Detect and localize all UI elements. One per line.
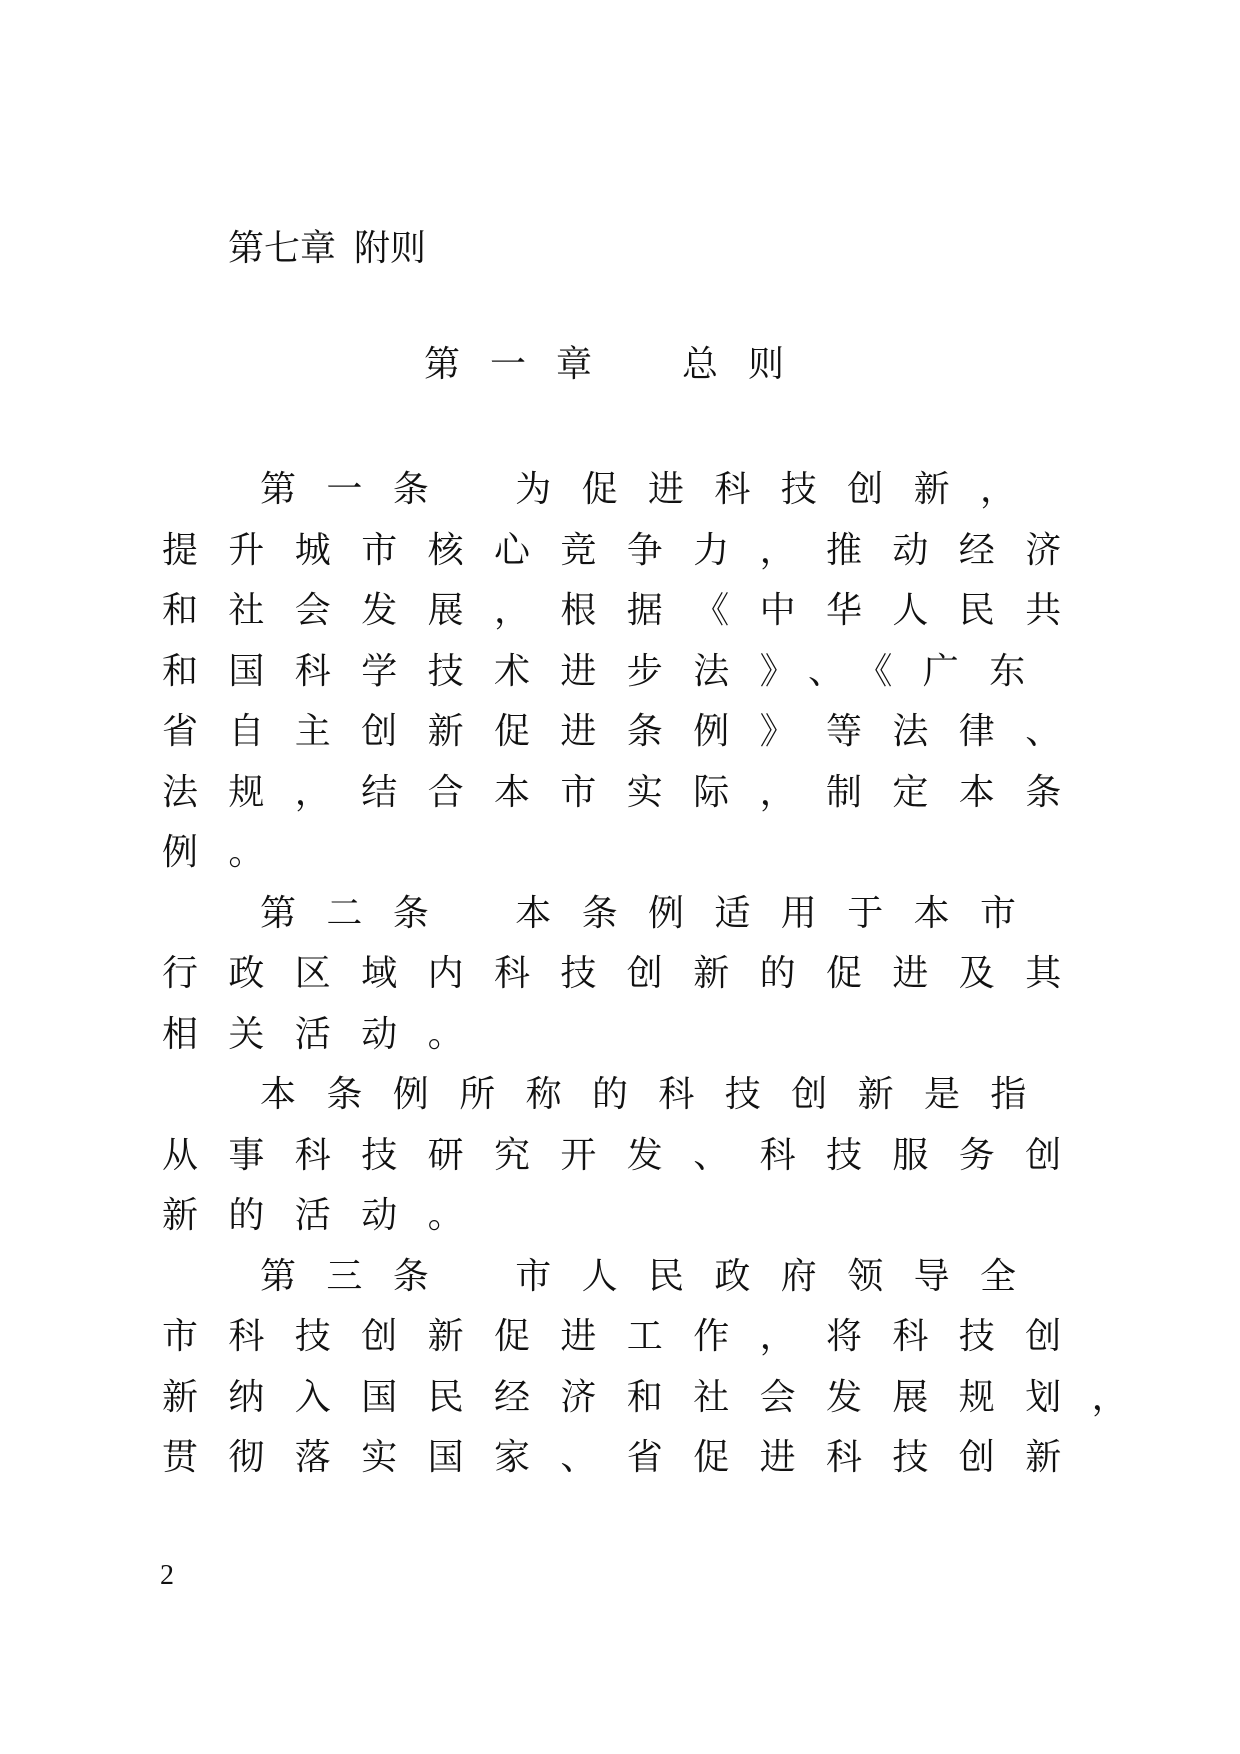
- line-text: 行政区域内科技创新的促进及其: [162, 953, 1092, 994]
- text-line: [162, 944, 1092, 1005]
- line-text: 法规，结合本市实际，制定本条: [162, 771, 1092, 813]
- line-text: 提升城市核心竞争力，推动经济: [162, 529, 1092, 571]
- chapter-number: 第一章: [424, 344, 623, 385]
- toc-chapter: 第七章: [228, 228, 337, 269]
- line-text: 贯彻落实国家、省促进科技创新: [162, 1437, 1092, 1478]
- text-line: [162, 1307, 1092, 1368]
- line-text: 为促进科技创新，: [515, 469, 1047, 510]
- toc-title: 附则: [354, 228, 427, 269]
- chapter-heading: [424, 340, 814, 390]
- text-line: [162, 763, 1092, 824]
- text-line: [162, 702, 1092, 763]
- text-line: [162, 460, 1082, 521]
- text-line: [162, 884, 1082, 945]
- text-line: [162, 1065, 1082, 1126]
- line-text: 例。: [162, 832, 295, 873]
- line-text: 新的活动。: [162, 1195, 495, 1236]
- text-line: [162, 1126, 1092, 1187]
- article-number: 第三条: [260, 1255, 460, 1297]
- line-text: 市科技创新促进工作，将科技创: [162, 1316, 1092, 1357]
- text-line: [162, 1186, 1082, 1247]
- body-text: [162, 460, 1159, 1489]
- text-line: [162, 1428, 1092, 1489]
- text-line: [162, 823, 1082, 884]
- toc-entry: [228, 224, 426, 274]
- line-text: 新纳入国民经济和社会发展规划，: [162, 1376, 1159, 1418]
- text-line: [162, 1005, 1082, 1066]
- article-number: 第二条: [260, 892, 460, 934]
- text-line: [162, 521, 1092, 582]
- line-text: 和国科学技术进步法》、《广东: [162, 650, 1056, 692]
- chapter-title: 总则: [682, 344, 815, 385]
- line-text: 从事科技研究开发、科技服务创: [162, 1134, 1092, 1176]
- line-text: 市人民政府领导全: [515, 1255, 1047, 1297]
- page-number: 2: [160, 1560, 174, 1591]
- article-number: 第一条: [260, 469, 460, 510]
- line-text: 和社会发展，根据《中华人民共: [162, 590, 1092, 631]
- text-line: [162, 1368, 1159, 1429]
- line-text: 省自主创新促进条例》等法律、: [162, 711, 1092, 752]
- text-line: [162, 581, 1092, 642]
- line-text: 本条例适用于本市: [515, 892, 1047, 934]
- text-line: [162, 642, 1082, 703]
- line-text: 本条例所称的科技创新是指: [260, 1074, 1057, 1115]
- text-line: [162, 1247, 1082, 1308]
- line-text: 相关活动。: [162, 1013, 495, 1055]
